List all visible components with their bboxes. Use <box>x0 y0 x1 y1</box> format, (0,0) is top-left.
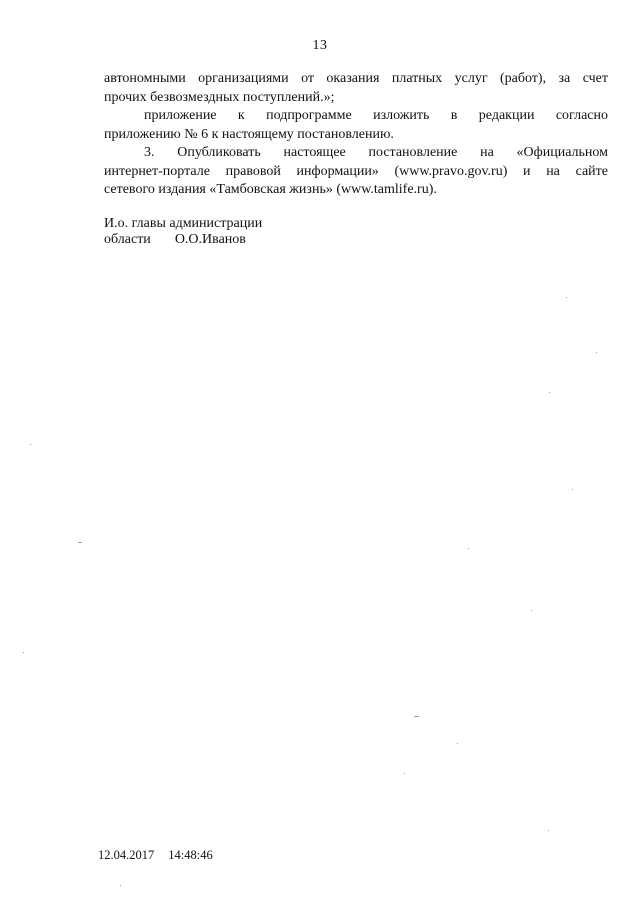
paragraph-3-line-1: 3. Опубликовать настоящее постановление на «Официальном <box>144 145 608 160</box>
signatory-name: О.О.Иванов <box>174 232 246 247</box>
scan-speck <box>78 542 82 543</box>
scan-speck <box>23 652 24 653</box>
print-time: 14:48:46 <box>168 848 213 862</box>
print-timestamp <box>98 848 213 863</box>
scan-speck <box>548 830 549 831</box>
scan-speck <box>414 716 419 717</box>
paragraph-2-line-1: приложение к подпрограмме изложить в редакции согласно <box>144 108 608 123</box>
signature-title-line-2: области <box>104 232 151 247</box>
scan-speck <box>566 297 567 298</box>
print-date: 12.04.2017 <box>98 848 155 862</box>
scan-speck <box>572 489 573 490</box>
scan-speck <box>457 743 458 744</box>
page-number: 13 <box>312 38 328 53</box>
signature-line-2 <box>104 232 262 248</box>
scan-speck <box>120 885 121 886</box>
scan-speck <box>549 392 550 393</box>
paragraph-3-line-2: интернет-портале правовой информации» (www.pravo.gov.ru) и на сайте <box>104 163 608 179</box>
scan-speck <box>596 352 597 353</box>
paragraph-1-line-1: автономными организациями от оказания платных услуг (работ), за счет <box>104 71 608 86</box>
paragraph-1-line-2: прочих безвозмездных поступлений.»; <box>104 89 335 105</box>
signature-block <box>104 216 262 248</box>
scan-speck <box>30 444 31 445</box>
scan-speck <box>404 773 405 774</box>
document-body <box>104 70 608 200</box>
paragraph-3-line-3: сетевого издания «Тамбовская жизнь» (www.tamlife.ru). <box>104 182 437 197</box>
scan-speck <box>468 548 469 549</box>
signature-title-line-1: И.о. главы администрации <box>104 216 263 231</box>
scan-speck <box>531 610 532 611</box>
paragraph-2-line-2: приложению № 6 к настоящему постановлению. <box>104 126 394 142</box>
